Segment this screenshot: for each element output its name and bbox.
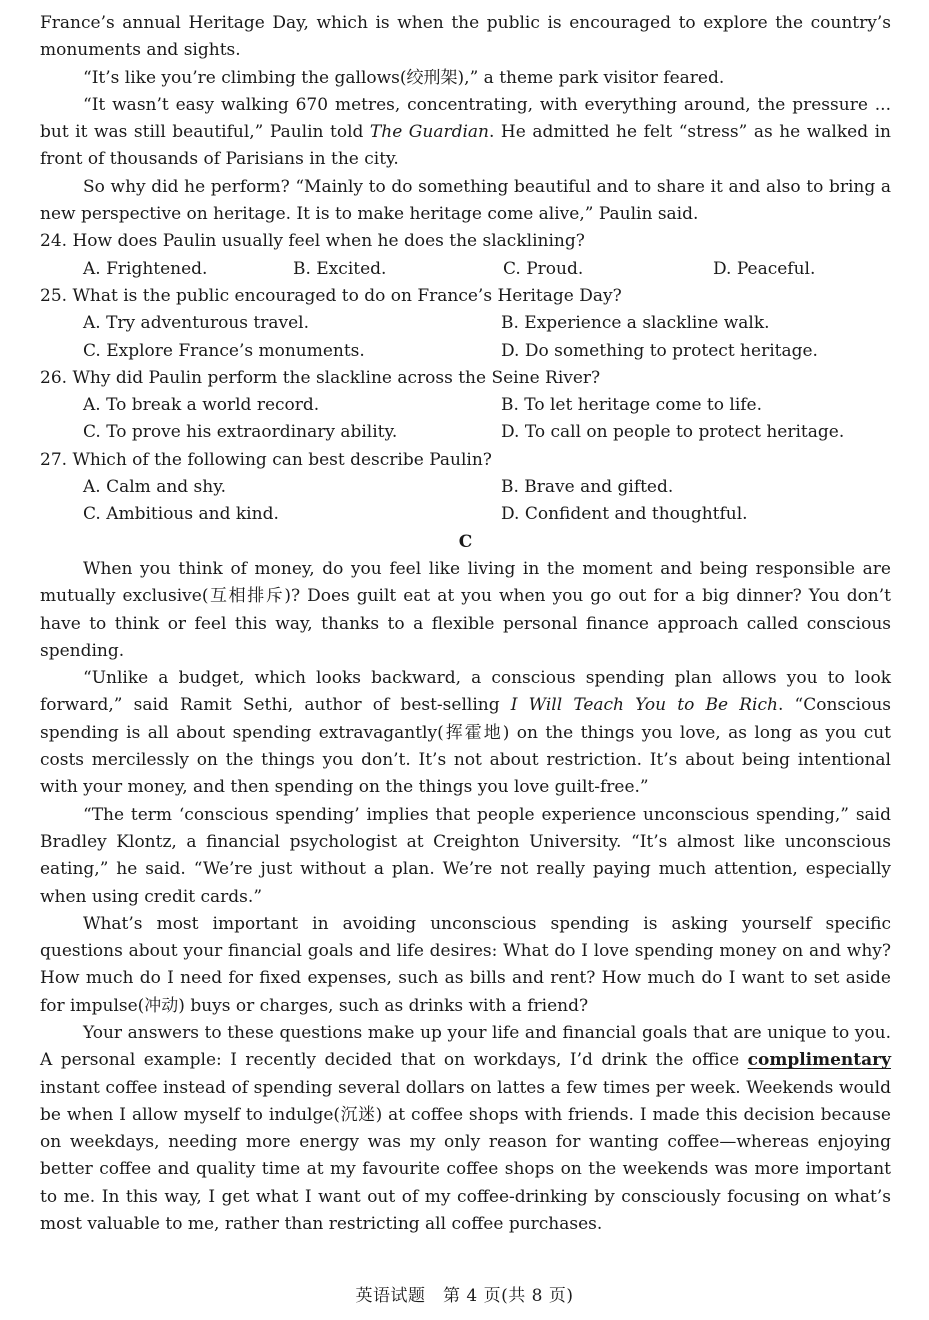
passage-c-paragraph-3: “The term ‘conscious spending’ implies that people experience unconscious spending,” said Bradley Klontz, a financial psychologist at Creighton University. “It’s almost like unconscious eating,” he said. “We’re just without a plan. We’re not really paying much attention, especially when using credit cards.” <box>40 804 891 907</box>
option-a: A. Frightened. <box>83 258 208 279</box>
question-27 <box>40 447 891 529</box>
option-list <box>83 256 891 283</box>
passage-c-paragraph-5 <box>40 1020 891 1238</box>
passage-b-why-perform: So why did he perform? “Mainly to do something beautiful and to share it and also to bring a new perspective on heritage. It is to make heritage come alive,” Paulin said. <box>40 176 891 225</box>
sethi-quote-after: . “Conscious spending is all about spending extravagantly(挥霍地) on the things you love, as long as you cut costs mercilessly on the things you don’t. It’s not about restriction. It’s about being intentional with your money, and then spending on the things you love guilt-free.” <box>40 695 891 798</box>
option-c: C. To prove his extraordinary ability. <box>83 422 398 443</box>
option-b: B. Brave and gifted. <box>501 477 674 498</box>
section-c-heading: C <box>458 531 473 552</box>
passage-b-continuation: France’s annual Heritage Day, which is when the public is encouraged to explore the country’s monuments and sights. <box>40 13 891 61</box>
passage-c-paragraph-2 <box>40 665 891 801</box>
option-list <box>83 392 891 447</box>
question-stem: 25. What is the public encouraged to do on France’s Heritage Day? <box>40 285 622 306</box>
question-26 <box>40 365 891 447</box>
option-a: A. To break a world record. <box>83 395 320 416</box>
option-a: A. Try adventurous travel. <box>83 313 310 334</box>
guardian-title: The Guardian <box>369 122 489 143</box>
exam-page <box>40 10 891 1238</box>
question-stem: 26. Why did Paulin perform the slackline across the Seine River? <box>40 367 601 388</box>
question-stem: 27. Which of the following can best describe Paulin? <box>40 449 492 470</box>
example-after: instant coffee instead of spending several dollars on lattes a few times per week. Weekends would be when I allow myself to indulge(沉迷) at coffee shops with friends. I made this decision because on weekdays, needing more energy was my only reason for wanting coffee—whereas enjoying better coffee and quality time at my favourite coffee shops on the weekends was more important to me. In this way, I get what I want out of my coffee-drinking by consciously focusing on what’s most valuable to me, rather than restricting all coffee purchases. <box>40 1077 891 1235</box>
option-d: D. To call on people to protect heritage. <box>501 422 845 443</box>
option-d: D. Confident and thoughtful. <box>501 504 748 525</box>
option-c: C. Explore France’s monuments. <box>83 340 365 361</box>
option-b: B. Experience a slackline walk. <box>501 313 770 334</box>
option-c: C. Ambitious and kind. <box>83 504 279 525</box>
page-footer: 英语试题 第 4 页(共 8 页) <box>355 1286 574 1306</box>
question-stem: 24. How does Paulin usually feel when he does the slacklining? <box>40 231 585 252</box>
passage-b-guardian-paragraph <box>40 92 891 174</box>
option-c: C. Proud. <box>503 258 584 279</box>
question-25 <box>40 283 891 365</box>
option-list <box>83 310 891 365</box>
underlined-vocab-word: complimentary <box>747 1050 891 1071</box>
option-b: B. To let heritage come to life. <box>501 395 763 416</box>
example-before: Your answers to these questions make up your life and financial goals that are unique to you. A personal example: I recently decided that on workdays, I’d drink the office <box>40 1022 891 1071</box>
passage-c-paragraph-4: What’s most important in avoiding unconscious spending is asking yourself specific questions about your financial goals and life desires: What do I love spending money on and why? How much do I need for fixed expenses, such as bills and rent? How much do I want to set aside for impulse(冲动) buys or charges, such as drinks with a friend? <box>40 913 891 1016</box>
question-24 <box>40 228 891 283</box>
guardian-quote-before: “It wasn’t easy walking 670 metres, concentrating, with everything around, the pressure ... but it was still beautiful,” Paulin told <box>40 94 891 143</box>
passage-c-paragraph-1: When you think of money, do you feel like living in the moment and being responsible are mutually exclusive(互相排斥)? Does guilt eat at you when you go out for a big dinner? You don’t have to think or feel this way, thanks to a flexible personal finance approach called conscious spending. <box>40 558 891 661</box>
book-title: I Will Teach You to Be Rich <box>510 695 778 716</box>
option-a: A. Calm and shy. <box>83 477 226 498</box>
sethi-quote-before: “Unlike a budget, which looks backward, a conscious spending plan allows you to look forward,” said Ramit Sethi, author of best-selling <box>40 668 891 716</box>
option-list <box>83 474 891 529</box>
option-d: D. Peaceful. <box>713 258 816 279</box>
guardian-quote-after: . He admitted he felt “stress” as he walked in front of thousands of Parisians in the city. <box>40 122 892 170</box>
option-b: B. Excited. <box>293 258 387 279</box>
passage-b-visitor-quote: “It’s like you’re climbing the gallows(绞刑架),” a theme park visitor feared. <box>83 67 725 88</box>
option-d: D. Do something to protect heritage. <box>501 340 818 361</box>
